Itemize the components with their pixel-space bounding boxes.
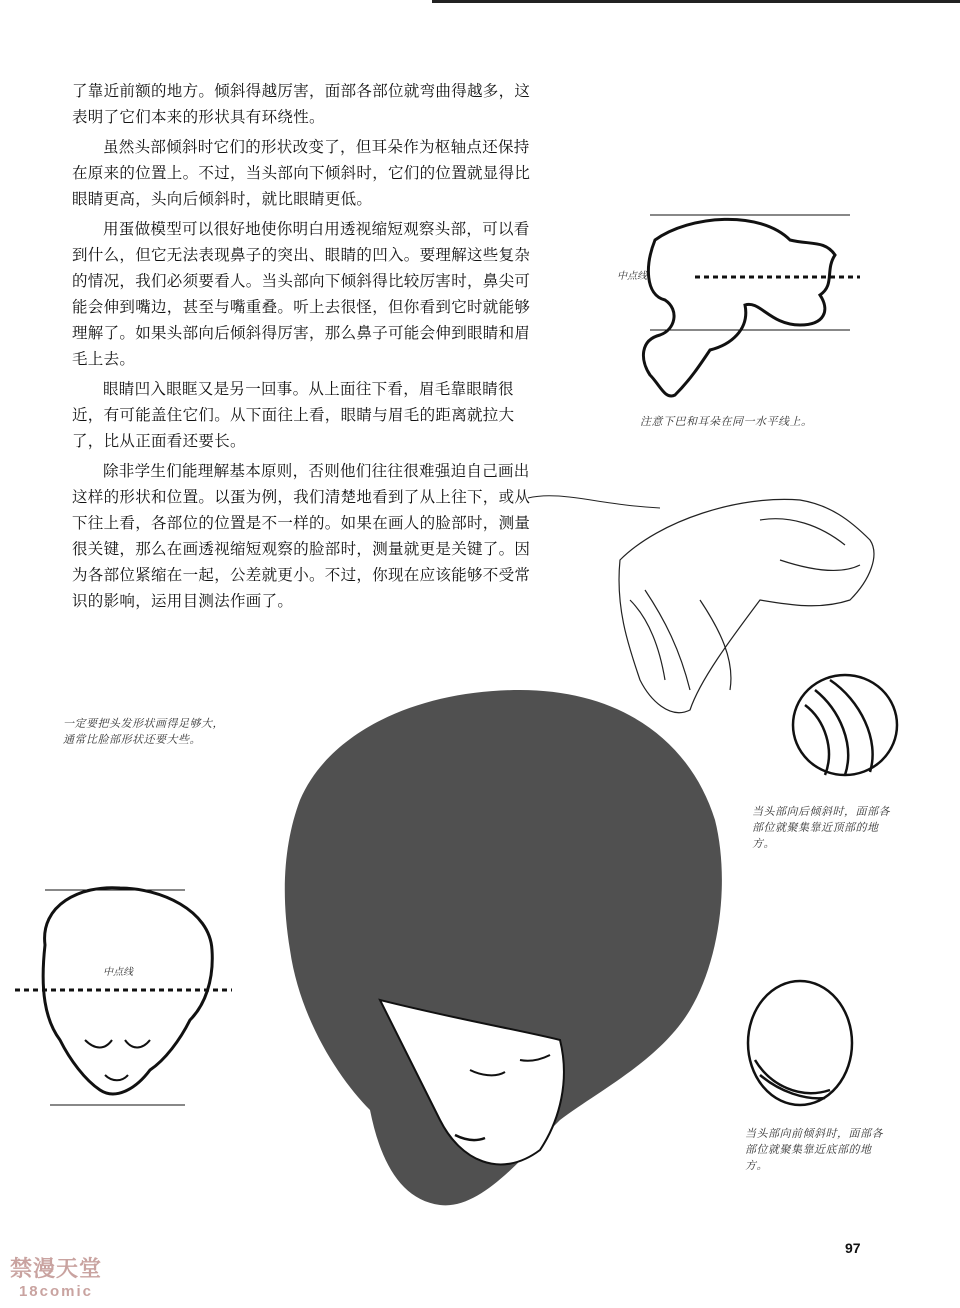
midline-label: 中点线 [103,967,133,978]
watermark-text: 18comic [18,1283,94,1300]
watermark-text: 禁漫天堂 [9,1256,102,1281]
paragraph: 了靠近前额的地方。倾斜得越厉害，面部各部位就弯曲得越多，这表明了它们本来的形状具有环绕性。 [72,82,531,126]
page-number: 97 [845,1240,861,1256]
profile-outline-sketch [643,215,860,396]
paragraph: 眼睛凹入眼眶又是另一回事。从上面往下看，眉毛靠眼睛很近，有可能盖住它们。从下面往上看，眼睛与眉毛的距离就拉大了，比从正面看还要长。 [72,380,515,450]
pointer-line [528,496,660,508]
caption-hair: 一定要把头发形状画得足够大，通常比脸部形状还要大些。 [63,717,224,746]
paragraph: 用蛋做模型可以很好地使你明白用透视缩短观察头部，可以看到什么，但它无法表现鼻子的突出、眼睛的凹入。要理解这些复杂的情况，我们必须要看人。当头部向下倾斜得比较厉害时，鼻尖可能会伸到嘴边，甚至与嘴重叠。听上去很怪，但你看到它时就能够理解了。如果头部向后倾斜得厉害，那么鼻子可能会伸到眼睛和眉毛上去。 [72,220,531,368]
egg-tilt-down-sketch [748,981,852,1105]
reclining-head-sketch [619,499,874,712]
caption-ear-chin: 注意下巴和耳朵在同一水平线上。 [640,415,813,428]
watermark-logo [6,1252,106,1304]
hair-head-sketch [285,690,722,1205]
paragraph: 除非学生们能理解基本原则，否则他们往往很难强迫自己画出这样的形状和位置。以蛋为例，我们清楚地看到了从上往下，或从下往上看，各部位的位置是不一样的。如果在画人的脸部时，测量很关键，那么在画透视缩短观察的脸部时，测量就更是关键了。因为各部位紧缩在一起，公差就更小。不过，你现在应该能够不受常识的影响，运用目测法作画了。 [72,462,531,610]
head-schematic-sketch [15,888,232,1105]
midline-label: 中点线 [617,271,647,282]
caption-tilt-down: 当头部向前倾斜时，面部各部位就聚集靠近底部的地方。 [745,1127,883,1172]
caption-tilt-back: 当头部向后倾斜时，面部各部位就聚集靠近顶部的地方。 [752,805,890,850]
paragraph: 虽然头部倾斜时它们的形状改变了，但耳朵作为枢轴点还保持在原来的位置上。不过，当头部向下倾斜时，它们的位置就显得比眼睛更高，头向后倾斜时，就比眼睛更低。 [72,138,531,208]
egg-tilt-back-sketch [793,675,897,775]
